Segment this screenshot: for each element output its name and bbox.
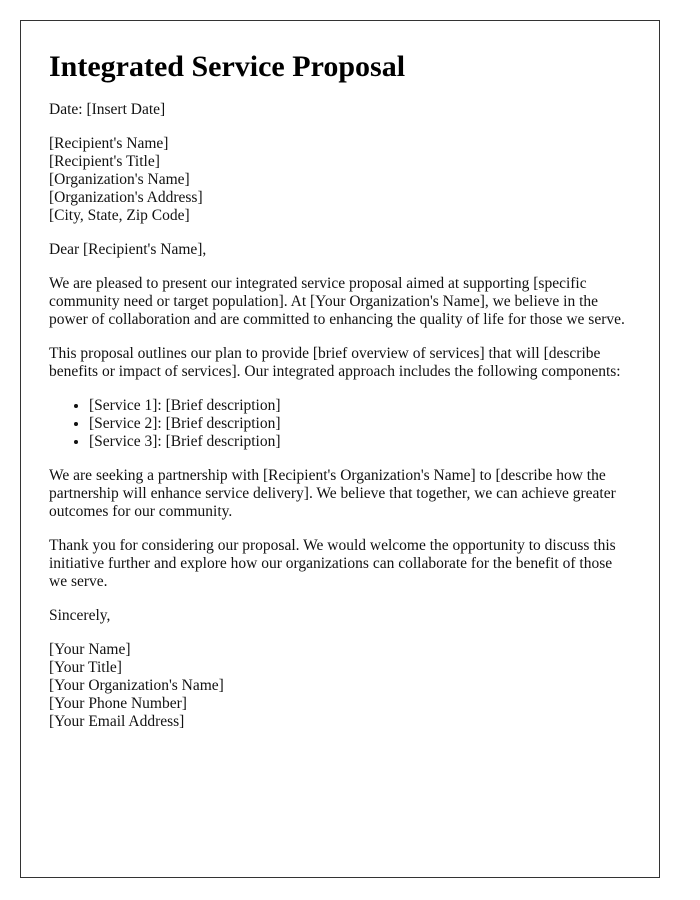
services-list (49, 397, 631, 451)
partnership-paragraph: We are seeking a partnership with [Recipient's Organization's Name] to [describe how the partnership will enhance service delivery]. We believe that together, we can achieve greater outcomes for our community. (49, 467, 616, 520)
sender-title: [Your Title] (49, 659, 122, 676)
date-line: Date: [Insert Date] (49, 101, 166, 118)
overview-paragraph: This proposal outlines our plan to provide [brief overview of services] that will [describe benefits or impact of services]. Our integrated approach includes the following components: (49, 345, 621, 380)
recipient-organization: [Organization's Name] (49, 171, 190, 188)
service-item: • [Service 2]: [Brief description] (89, 415, 631, 433)
recipient-name: [Recipient's Name] (49, 135, 169, 152)
recipient-address-block (49, 135, 631, 225)
intro-paragraph: We are pleased to present our integrated service proposal aimed at supporting [specific community need or target population]. At [Your Organization's Name], we believe in the power of collaboration and are committed to enhancing the quality of life for those we serve. (49, 275, 625, 328)
letter-title: Integrated Service Proposal (49, 50, 406, 83)
recipient-city-state-zip: [City, State, Zip Code] (49, 207, 190, 224)
letter-page (20, 20, 660, 878)
sender-email: [Your Email Address] (49, 713, 185, 730)
salutation: Dear [Recipient's Name], (49, 241, 207, 258)
sender-organization: [Your Organization's Name] (49, 677, 224, 694)
sign-off: Sincerely, (49, 607, 111, 624)
sender-signature-block (49, 641, 631, 731)
recipient-title: [Recipient's Title] (49, 153, 160, 170)
sender-phone: [Your Phone Number] (49, 695, 187, 712)
recipient-address: [Organization's Address] (49, 189, 203, 206)
service-item: • [Service 3]: [Brief description] (89, 433, 631, 451)
thank-you-paragraph: Thank you for considering our proposal. We would welcome the opportunity to discuss this initiative further and explore how our organizations can collaborate for the benefit of those we serve. (49, 537, 616, 590)
sender-name: [Your Name] (49, 641, 131, 658)
service-item: • [Service 1]: [Brief description] (89, 397, 631, 415)
